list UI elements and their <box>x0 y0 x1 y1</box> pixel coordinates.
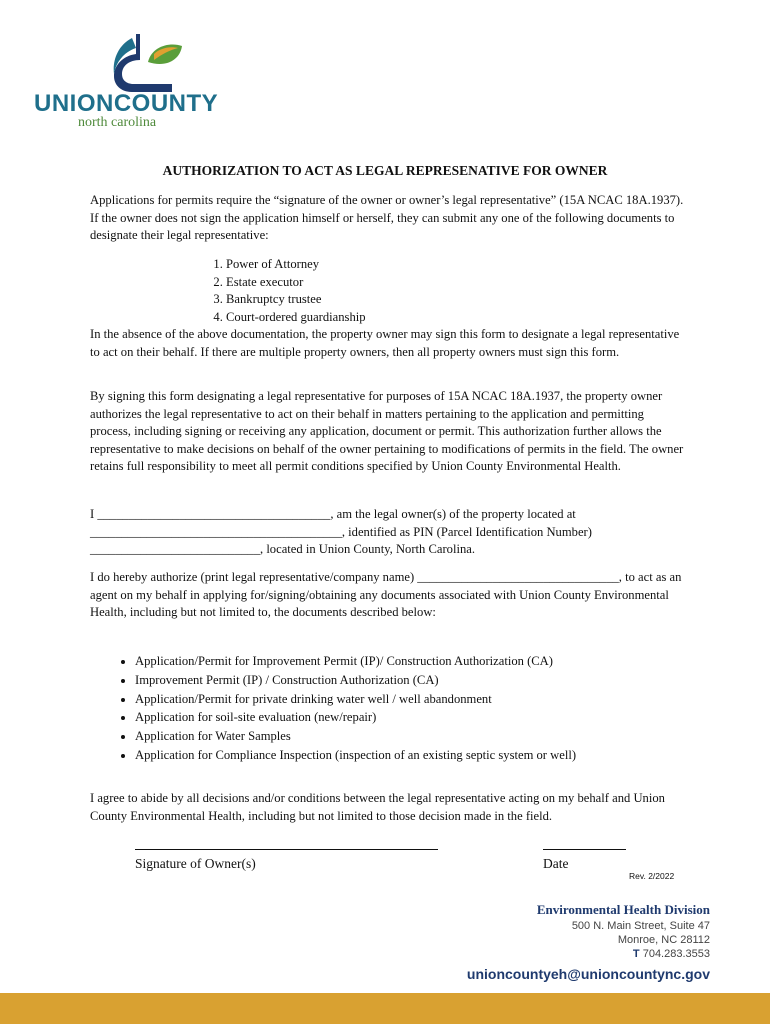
authorization-paragraph: By signing this form designating a legal representative for purposes of 15A NCAC 18A.1937, the property owner authorizes the legal representative to act on their behalf in matters pertaining to the application and permitting process, including signing or receiving any application, document or permit. This authorization further allows the representative to make decisions on behalf of the owner pertaining to modifications of permits in the field. The owner retains full responsibility to meet all permit conditions specified by Union County Environmental Health. <box>90 389 684 474</box>
intro-paragraph: Applications for permits require the “signature of the owner or owner’s legal representative” (15A NCAC 18A.1937). If the owner does not sign the application himself or herself, they can submit any one of the following documents to designate their legal representative: <box>90 193 684 243</box>
address-line-2: Monroe, NC 28112 <box>617 934 710 946</box>
owner-statement: I _____________________________________, am the legal owner(s) of the property located at ________________________________________, identified as PIN (Parcel Identification Number) ___________________________, located in Union County, North Carolina. <box>90 507 592 557</box>
list-item: • Improvement Permit (IP) / Construction Authorization (CA) <box>135 671 576 690</box>
list-item: • Application for soil-site evaluation (new/repair) <box>135 708 576 727</box>
logo-wordmark: UNIONCOUNTY <box>34 90 219 117</box>
address-line-1: 500 N. Main Street, Suite 47 <box>571 920 710 932</box>
list-item: 1. Power of Attorney <box>226 256 366 274</box>
phone-number: T 704.283.3553 <box>632 948 710 960</box>
agreement-paragraph: I agree to abide by all decisions and/or conditions between the legal representative acting on my behalf and Union County Environmental Health, including but not limited to those decision made in the field. <box>90 791 665 823</box>
date-label: Date <box>543 856 569 871</box>
list-item: 2. Estate executor <box>226 274 366 292</box>
division-name: Environmental Health Division <box>536 902 710 917</box>
list-item: • Application/Permit for Improvement Permit (IP)/ Construction Authorization (CA) <box>135 652 576 671</box>
union-county-logo <box>34 32 234 132</box>
form-title: AUTHORIZATION TO ACT AS LEGAL REPRESENATIVE FOR OWNER <box>162 163 608 178</box>
authorize-statement: I do hereby authorize (print legal representative/company name) ________________________________, to act as an agent on my behalf in applying for/signing/obtaining any documents associated with Union County Environmental Health, including but not limited to, the documents described below: <box>90 570 682 620</box>
logo-subtitle: north carolina <box>78 115 157 130</box>
list-item: • Application/Permit for private drinking water well / well abandonment <box>135 690 576 709</box>
signature-line[interactable] <box>135 849 438 850</box>
list-item: 3. Bankruptcy trustee <box>226 291 366 309</box>
signature-label: Signature of Owner(s) <box>135 856 256 871</box>
absence-paragraph: In the absence of the above documentation, the property owner may sign this form to designate a legal representative to act on their behalf. If there are multiple property owners, then all property owners must sign this form. <box>90 327 680 359</box>
list-item: 4. Court-ordered guardianship <box>226 309 366 327</box>
union-county-logo-icon <box>104 32 194 94</box>
date-line[interactable] <box>543 849 626 850</box>
footer-bar <box>0 993 770 1024</box>
list-item: • Application for Water Samples <box>135 727 576 746</box>
contact-email[interactable]: unioncountyeh@unioncountync.gov <box>466 966 710 982</box>
applications-list <box>95 652 576 765</box>
list-item: • Application for Compliance Inspection (inspection of an existing septic system or well) <box>135 746 576 765</box>
revision-label: Rev. 2/2022 <box>629 871 675 881</box>
documents-list <box>186 256 366 326</box>
